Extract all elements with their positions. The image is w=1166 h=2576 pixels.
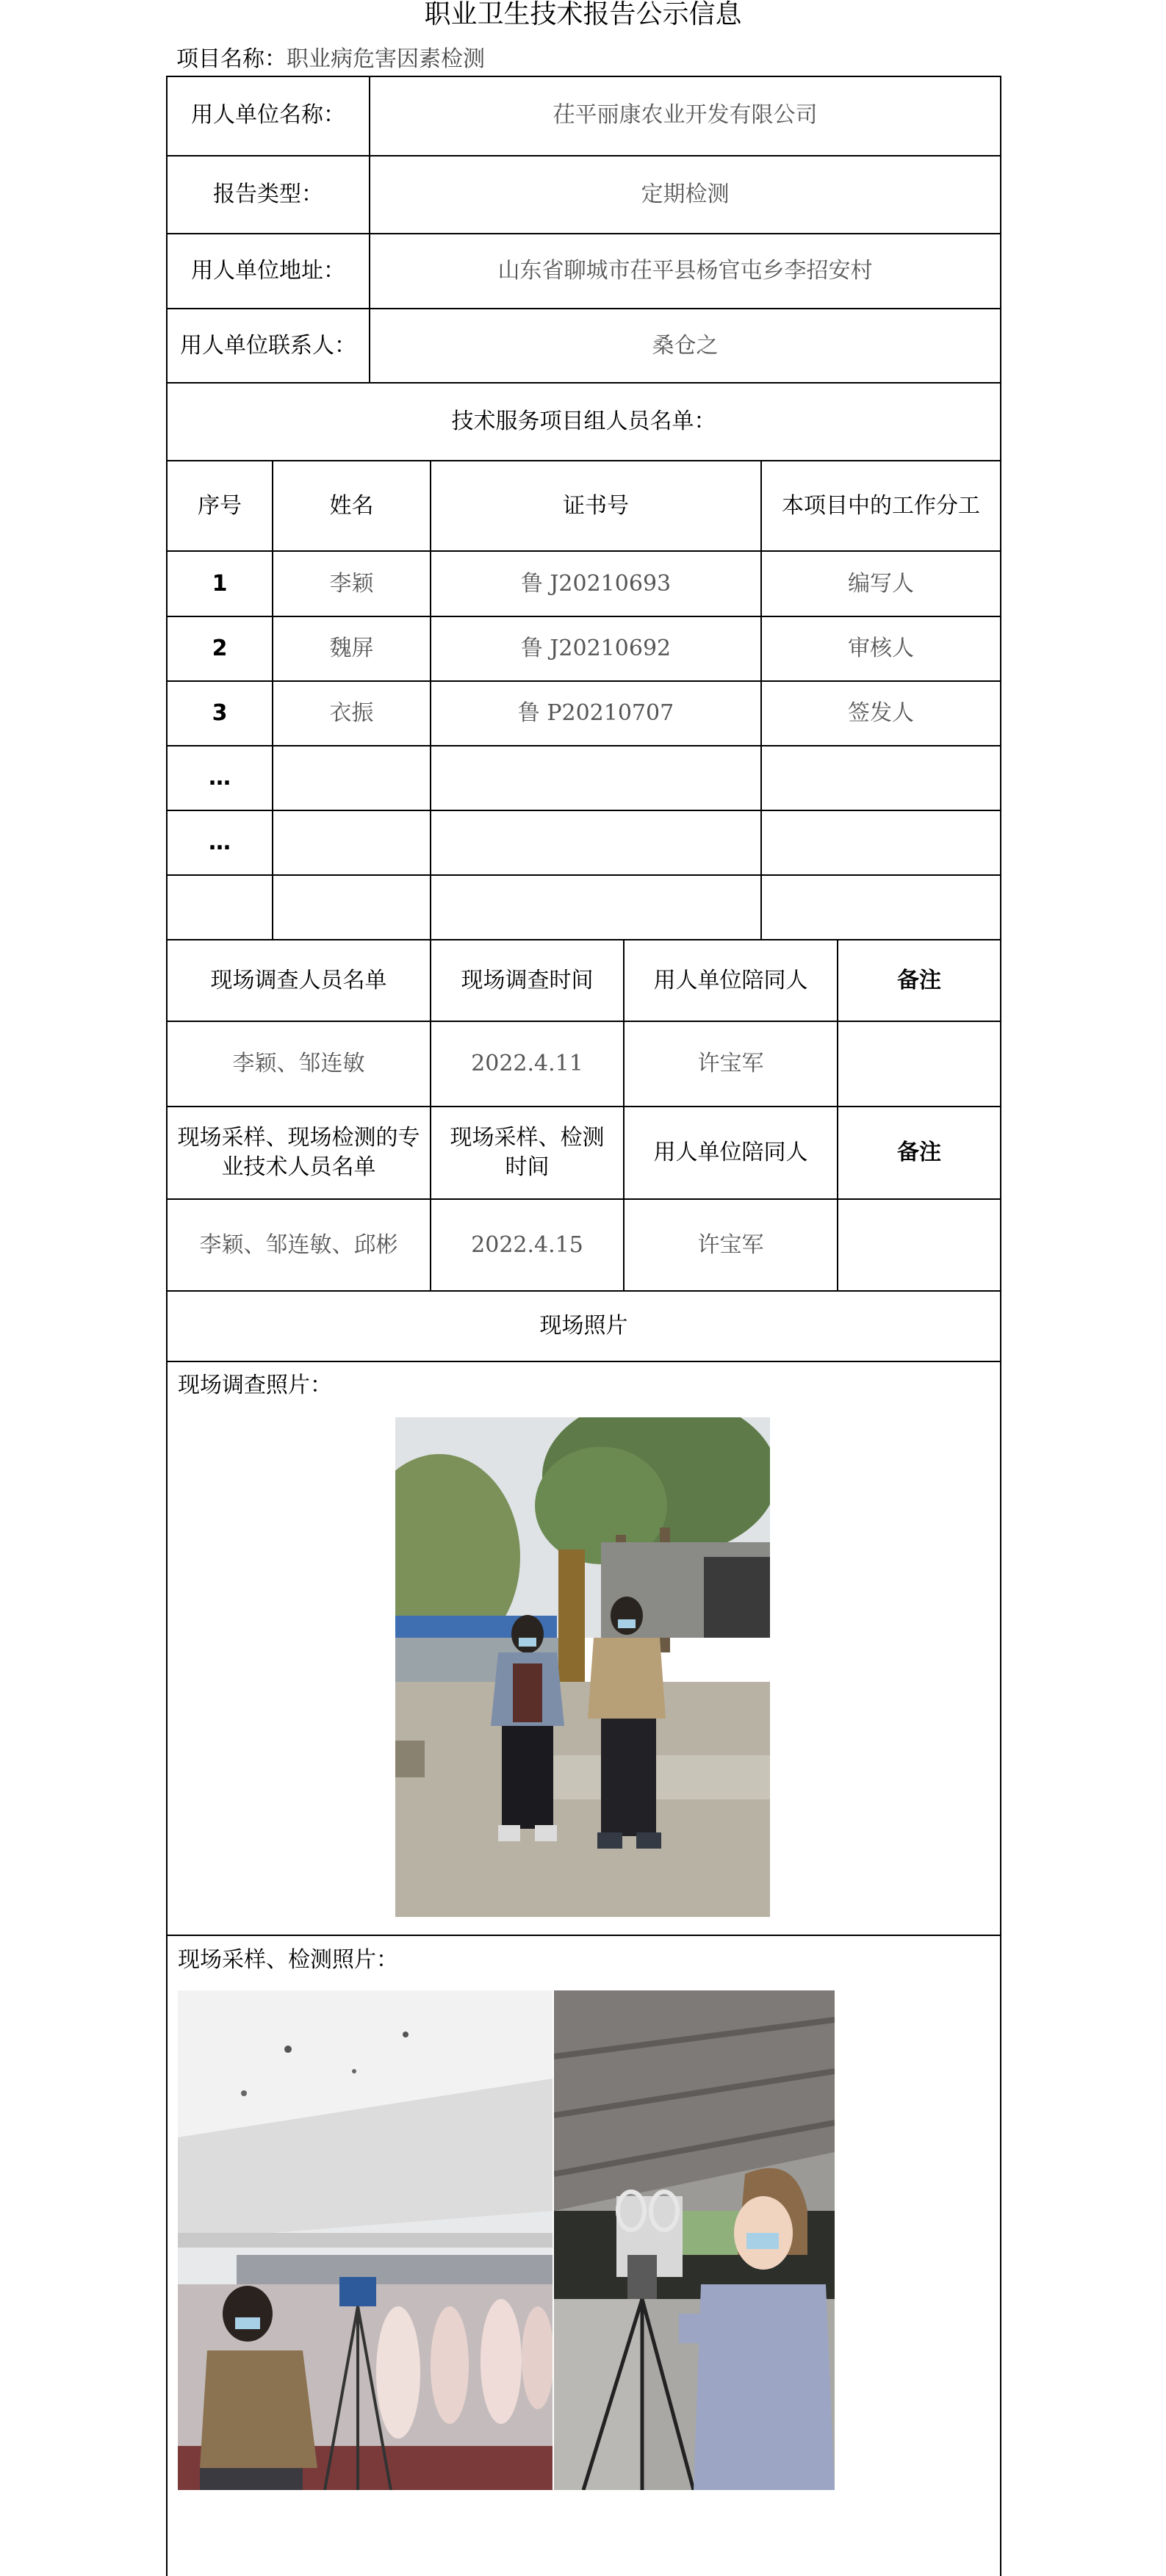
label-contact-person: 用人单位联系人：: [180, 332, 356, 359]
value-contact-person: 桑仓之: [652, 332, 719, 359]
team-row-3-index: 3: [212, 700, 228, 726]
team-header-role: 本项目中的工作分工: [782, 492, 980, 519]
survey-photo-label: 现场调查照片：: [178, 1372, 332, 1398]
sampling-remarks: [838, 1200, 1000, 1290]
survey-remarks: [838, 1022, 1000, 1106]
team-row-2-certificate: 鲁 J20210692: [520, 636, 672, 661]
team-row-3-name: 衣振: [329, 700, 374, 726]
team-row-1-index: 1: [212, 570, 228, 597]
project-value: 职业病危害因素检测: [287, 46, 485, 72]
team-row-2-name: 魏屏: [329, 636, 374, 661]
team-header-certificate: 证书号: [563, 492, 629, 519]
sampling-staff: 李颖、邹连敏、邱彬: [199, 1231, 398, 1258]
team-row-1-certificate: 鲁 J20210693: [520, 570, 672, 597]
team-row-5-index: …: [209, 830, 231, 855]
survey-photo: [395, 1417, 770, 1917]
sampling-header-time: 现场采样、检测时间: [450, 1125, 605, 1180]
survey-header-time: 现场调查时间: [461, 967, 594, 993]
survey-header-staff: 现场调查人员名单: [210, 967, 387, 993]
sampling-photo-label: 现场采样、检测照片：: [178, 1947, 398, 1973]
team-row-1-role: 编写人: [848, 570, 914, 597]
photos-heading: 现场照片: [539, 1313, 628, 1339]
label-company-name: 用人单位名称：: [191, 102, 345, 128]
team-row-2-index: 2: [212, 636, 228, 661]
team-header-name: 姓名: [329, 492, 374, 519]
sampling-header-escort: 用人单位陪同人: [653, 1140, 808, 1165]
project-line: [176, 43, 485, 76]
survey-escort: 许宝军: [697, 1051, 764, 1076]
team-row-4-index: …: [209, 765, 231, 791]
value-report-type: 定期检测: [641, 181, 730, 207]
survey-header-remarks: 备注: [897, 967, 941, 993]
label-company-address: 用人单位地址：: [191, 258, 345, 284]
page-title: 职业卫生技术报告公示信息: [424, 0, 742, 29]
survey-header-escort: 用人单位陪同人: [653, 967, 808, 993]
survey-staff: 李颖、邹连敏: [232, 1051, 365, 1076]
team-header-index: 序号: [198, 492, 242, 519]
sampling-photo-right: [554, 1990, 835, 2490]
team-heading: 技术服务项目组人员名单：: [451, 409, 716, 434]
label-report-type: 报告类型：: [213, 181, 323, 207]
value-company-name: 茌平丽康农业开发有限公司: [553, 102, 818, 128]
team-row-2-role: 审核人: [848, 636, 914, 661]
value-company-address: 山东省聊城市茌平县杨官屯乡李招安村: [497, 258, 873, 284]
team-row-1-name: 李颖: [329, 570, 374, 597]
sampling-header-staff: 现场采样、现场检测的专业技术人员名单: [177, 1125, 420, 1180]
team-row-3-certificate: 鲁 P20210707: [517, 700, 674, 726]
sampling-time: 2022.4.15: [471, 1231, 583, 1258]
team-row-3-role: 签发人: [848, 700, 914, 726]
sampling-escort: 许宝军: [697, 1231, 764, 1258]
survey-time: 2022.4.11: [471, 1051, 583, 1076]
sampling-header-remarks: 备注: [897, 1140, 941, 1165]
sampling-photo-left: [178, 1990, 553, 2490]
project-label: 项目名称：: [176, 46, 287, 72]
